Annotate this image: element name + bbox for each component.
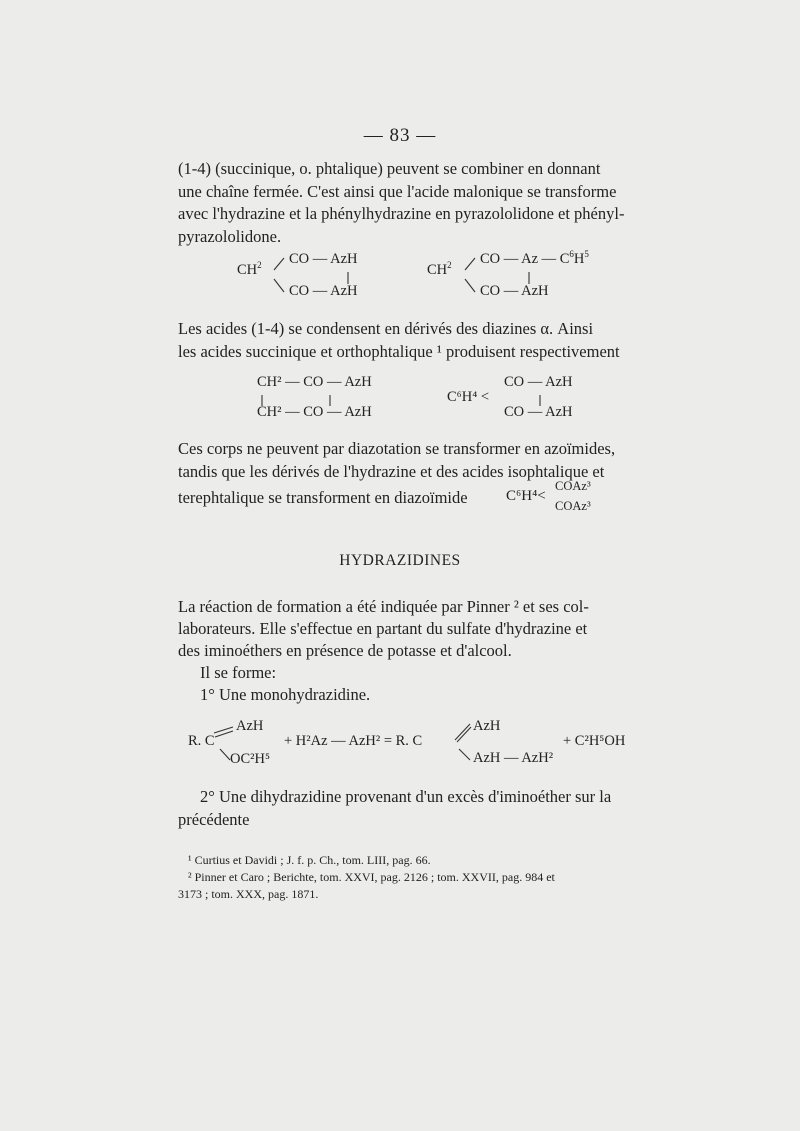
- formula-text: C⁶H⁴ <: [447, 389, 490, 405]
- formula-text: CO — AzH: [480, 283, 549, 299]
- text-line: avec l'hydrazine et la phénylhydrazine en pyrazololidone et phényl-: [178, 204, 625, 223]
- text-line: laborateurs. Elle s'effectue en partant du sulfate d'hydrazine et: [178, 619, 588, 638]
- formula-text: 6: [569, 249, 574, 260]
- formula-text: H: [573, 251, 585, 267]
- formula-text: CO — AzH: [504, 404, 573, 420]
- bond-line: [214, 727, 233, 733]
- text-line: La réaction de formation a été indiquée par Pinner ² et ses col-: [178, 597, 589, 616]
- formula-text: AzH — AzH²: [473, 750, 554, 766]
- text-line: les acides succinique et orthophtalique ¹ produisent respectivement: [178, 341, 620, 361]
- text-line: 2° Une dihydrazidine provenant d'un excès d'iminoéther sur la: [200, 787, 612, 806]
- formula-text: CH² — CO — AzH: [257, 374, 372, 390]
- bond-line: [465, 279, 475, 292]
- footnotes: [178, 852, 656, 903]
- formula-text: CO — AzH: [504, 374, 573, 390]
- paragraph-3: [178, 438, 656, 483]
- formula-text: + H²Az — AzH² = R. C: [284, 733, 423, 749]
- bond-line: [220, 749, 230, 760]
- formula-text: [427, 262, 452, 279]
- formula-text: COAz³: [555, 499, 591, 513]
- formula-text: CO — AzH: [289, 251, 358, 267]
- bond-line: [274, 279, 284, 292]
- text-line: des iminoéthers en présence de potasse et d'alcool.: [178, 641, 512, 660]
- paragraph-2: [178, 318, 656, 363]
- formula-text: COAz³: [555, 479, 591, 493]
- formula-text: R. C: [188, 733, 215, 749]
- bond-line: [455, 724, 470, 740]
- paragraph-5: [178, 786, 656, 831]
- bond-line: [459, 749, 470, 760]
- paragraph-1: [178, 158, 656, 248]
- text-line: Les acides (1-4) se condensent en dérivés des diazines α. Ainsi: [178, 319, 594, 338]
- bond-line: [465, 258, 475, 270]
- text-line: une chaîne fermée. C'est ainsi que l'acide malonique se transforme: [178, 181, 617, 201]
- bond-line: [215, 731, 233, 737]
- footnote-1: ¹ Curtius et Davidi ; J. f. p. Ch., tom. LIII, pag. 66.: [188, 853, 431, 867]
- footnote-2-cont: 3173 ; tom. XXX, pag. 1871.: [178, 887, 319, 901]
- formula-text: C⁶H⁴<: [506, 488, 546, 504]
- text-line: précédente: [178, 809, 250, 829]
- bond-line: [274, 258, 284, 270]
- formula-text: CO — Az — C: [480, 251, 570, 267]
- formula-text: CH: [237, 262, 258, 278]
- text-line: Ces corps ne peuvent par diazotation se transformer en azoïmides,: [178, 439, 616, 458]
- text-line: (1-4) (succinique, o. phtalique) peuvent se combiner en donnant: [178, 159, 601, 178]
- formula-text: [480, 251, 589, 268]
- formula-text: 2: [257, 260, 262, 271]
- formula-text: OC²H⁵: [230, 751, 271, 767]
- formula-text: + C²H⁵OH: [563, 733, 626, 749]
- paragraph-4: [178, 596, 656, 706]
- formula-text: CH² — CO — AzH: [257, 404, 372, 420]
- formula-text: AzH: [236, 718, 264, 734]
- text-line: pyrazololidone.: [178, 226, 282, 246]
- text-line: 1° Une monohydrazidine.: [200, 685, 371, 704]
- page-number: — 83 —: [363, 125, 437, 146]
- footnote-2: ² Pinner et Caro ; Berichte, tom. XXVI, pag. 2126 ; tom. XXVII, pag. 984 et: [188, 870, 555, 884]
- text-line: Il se forme:: [200, 663, 277, 682]
- formula-text: 2: [447, 260, 452, 271]
- bond-line: [457, 727, 471, 742]
- text-line: tandis que les dérivés de l'hydrazine et des acides isophtalique et: [178, 461, 605, 481]
- formula-text: 5: [584, 249, 589, 260]
- text-line: terephtalique se transforment en diazoïmide: [178, 488, 468, 507]
- formula-text: CH: [427, 262, 448, 278]
- formula-text: CO — AzH: [289, 283, 358, 299]
- formula-text: AzH: [473, 718, 501, 734]
- section-heading: HYDRAZIDINES: [339, 552, 461, 569]
- formula-text: [237, 262, 262, 279]
